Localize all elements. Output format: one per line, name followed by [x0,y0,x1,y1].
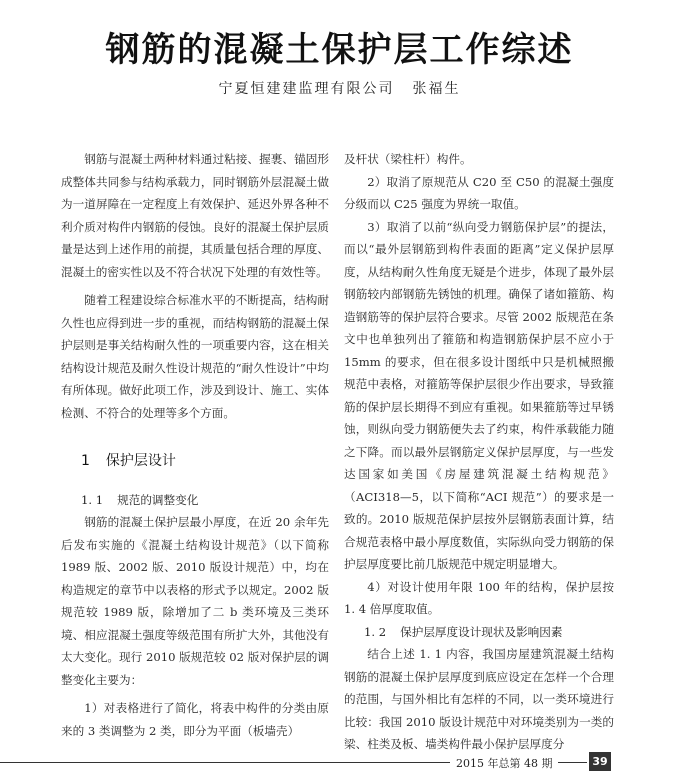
page-number: 39 [589,752,611,771]
subsection-heading-1-2 [364,621,614,644]
list-item-4: 4）对设计使用年限 100 年的结构，保护层按 1. 4 倍厚度取值。 [344,579,614,616]
affiliation: 宁夏恒建建监理有限公司 [218,81,395,97]
page-footer [0,752,679,773]
section-heading-1 [81,450,329,473]
right-column [344,148,614,756]
subsection-1-1-paragraph-2: 1）对表格进行了简化，将表中构件的分类由原来的 3 类调整为 2 类，即分为平面（板墙壳） [61,701,329,738]
subsection-1-1-paragraph-1: 钢筋的混凝土保护层最小厚度，在近 20 余年先后发布实施的《混凝土结构设计规范》（以下简称 1989 版、2002 版、2010 版设计规范）中，均在构造规定的章节中以表格的形式予以规定。2002 版规范较 1989 版，除增加了二 b 类环境及三类环境、相应混凝土强度等级范围有所扩大外，其他没有太大变化。现行 2010 版规范较 02 版对保护层的调整变化主要为： [61,515,329,687]
list-item-3: 3）取消了以前“纵向受力钢筋保护层”的提法，而以“最外层钢筋到构件表面的距离”定义保护层厚度，从结构耐久性角度无疑是个进步，体现了最外层钢筋较内部钢筋先锈蚀的机理。确保了诸如箍筋、构造钢筋等的保护层符合要求。尽管 2002 版规范在条文中也单独列出了箍筋和构造钢筋保护层不应小于 15mm 的要求，但在很多设计图纸中只是机械照搬规范中表格，对箍筋等保护层很少作出要求，导致箍筋的保护层长期得不到应有重视。如果箍筋等过早锈蚀，则纵向受力钢筋便失去了约束，构件承载能力随之下降。而以最外层钢筋定义保护层厚度，与一些发达国家如美国《房屋建筑混凝土结构规范》 （ACI318—5，以下简称“ACI 规范”）的要求是一致的。2010 版规范保护层按外层钢筋表面计算，结合规范表格中最小厚度数值，实际纵向受力钢筋的保护层厚度要比前几版规范中规定明显增大。 [344,219,614,571]
byline [0,78,679,98]
section-title: 保护层设计 [105,453,176,469]
article-title: 钢筋的混凝土保护层工作综述 [105,30,574,70]
section-number: 1 [81,453,90,469]
intro-paragraph-2: 随着工程建设综合标准水平的不断提高，结构耐久性也应得到进一步的重视，而结构钢筋的混凝土保护层则是事关结构耐久性的一项重要内容，这在相关结构设计规范及耐久性设计规范的“耐久性设计”中均有所体现。做好此项工作，涉及到设计、施工、实体检测、不符合的处理等多个方面。 [61,293,329,420]
subsection-title: 保护层厚度设计现状及影响因素 [400,624,563,639]
issue-label: 2015 年总第 48 期 [450,755,558,771]
subsection-1-2-paragraph-1: 结合上述 1. 1 内容，我国房屋建筑混凝土结构钢筋的混凝土保护层厚度到底应设定在怎样一个合理的范围，与国外相比有怎样的不同，以一类环境进行比较：我国 2010 版设计规范中对环境类别为一类的梁、柱类及板、墙类构件最小保护层厚度分 [344,647,614,751]
list-item-2: 2）取消了原规范从 C20 至 C50 的混凝土强度分级而以 C25 强度为界统一取值。 [344,174,614,211]
author-name: 张福生 [412,81,461,97]
subsection-title: 规范的调整变化 [117,492,199,507]
intro-paragraph-1: 钢筋与混凝土两种材料通过粘接、握裹、锚固形成整体共同参与结构承载力，同时钢筋外层混凝土做为一道屏障在一定程度上有效保护、延迟外界各种不利介质对构件内钢筋的侵蚀。良好的混凝土保护层质量是达到上述作用的前提，其质量包括合理的厚度、混凝土的密实性以及不符合状况下处理的有效性等。 [61,152,329,279]
subsection-number: 1. 2 [364,624,387,639]
continued-paragraph: 及杆状（梁柱杆）构件。 [344,152,472,166]
subsection-heading-1-1 [81,489,329,512]
left-column [61,148,329,742]
subsection-number: 1. 1 [81,492,104,507]
